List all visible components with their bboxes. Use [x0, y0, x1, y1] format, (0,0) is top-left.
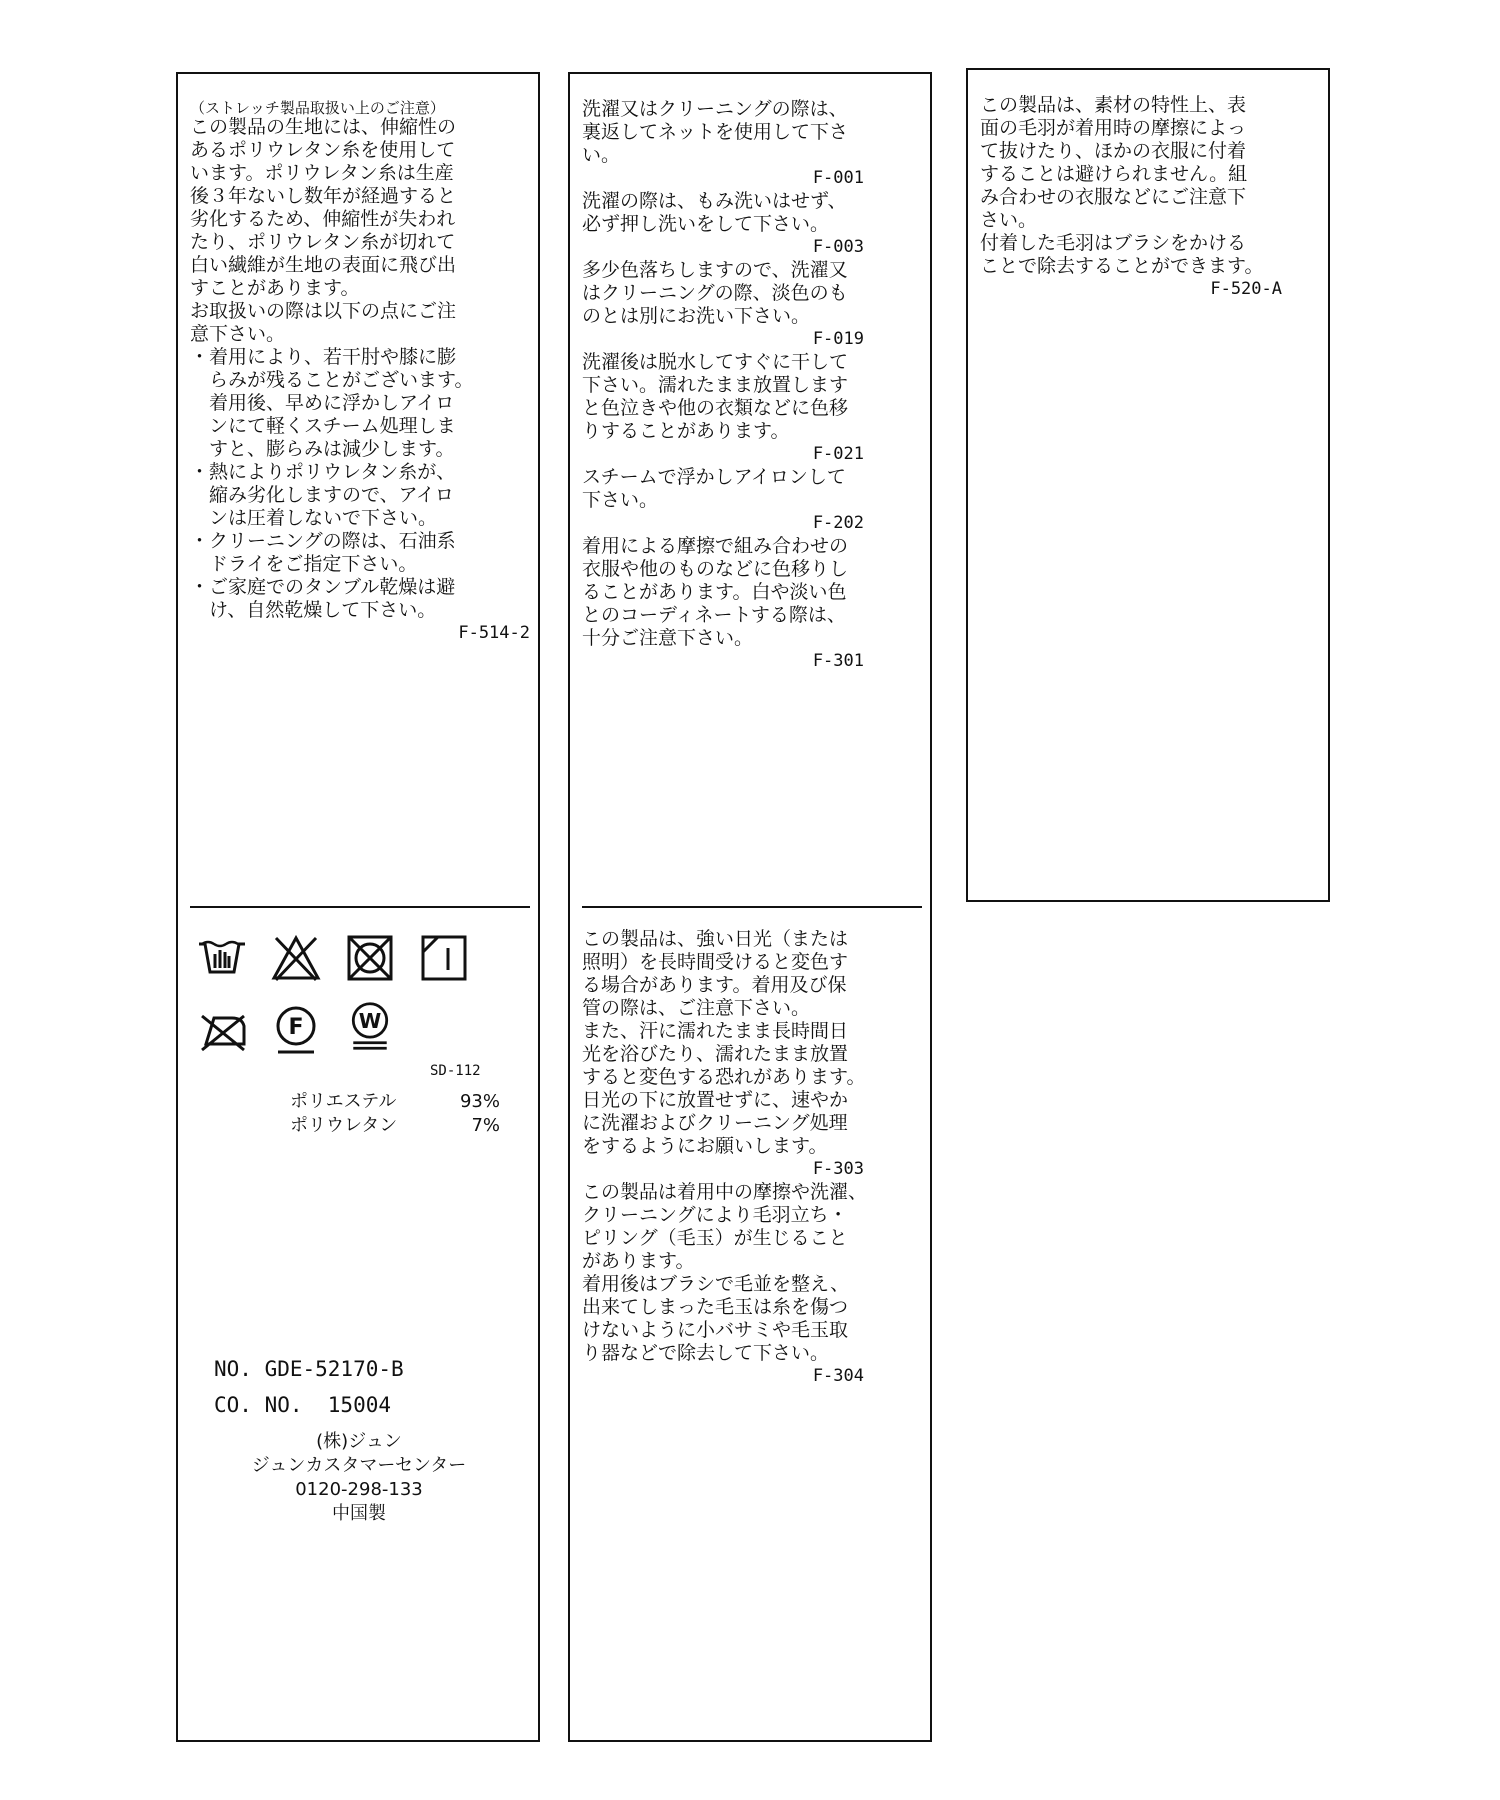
- text-line: ることがあります。白や淡い色: [582, 581, 847, 603]
- text-line: り器などで除去して下さい。: [582, 1342, 830, 1364]
- text-line: すと、膨らみは減少します。: [190, 438, 455, 460]
- text-line: お取扱いの際は以下の点にご注: [190, 300, 457, 322]
- care-instructions-top: [582, 98, 864, 673]
- wash-basin-hand-wash-icon: [196, 932, 248, 984]
- text-line: 着用による摩擦で組み合わせの: [582, 535, 849, 557]
- text-line: すると変色する恐れがあります。: [582, 1066, 866, 1088]
- care-code: F-303: [812, 1159, 864, 1179]
- stretch-notice-text: [190, 116, 530, 645]
- text-line: スチームで浮かしアイロンして: [582, 466, 846, 488]
- text-line: み合わせの衣服などにご注意下: [980, 186, 1247, 208]
- care-code: F-304: [812, 1366, 864, 1386]
- wet-clean-w-icon: [344, 1000, 396, 1052]
- text-line: とのコーディネートする際は、: [582, 604, 846, 626]
- no-iron-icon: [196, 1004, 248, 1056]
- text-line: 光を浴びたり、濡れたまま放置: [582, 1043, 849, 1065]
- text-line: 意下さい。: [190, 323, 286, 345]
- text-line: があります。: [582, 1250, 695, 1272]
- text-line: に洗濯およびクリーニング処理: [582, 1112, 848, 1134]
- text-line: ンは圧着しないで下さい。: [190, 507, 438, 529]
- composition-percent-2: 7%: [471, 1115, 500, 1136]
- text-line: 照明）を長時間受けると変色す: [582, 951, 849, 973]
- care-code: F-003: [812, 237, 864, 257]
- text-line: 着用後、早めに浮かしアイロ: [190, 392, 455, 414]
- dry-clean-f-icon: [270, 1004, 322, 1056]
- company-name: (株)ジュン: [316, 1431, 402, 1452]
- text-line: け、自然乾燥して下さい。: [190, 599, 437, 621]
- text-line: クリーニングにより毛羽立ち・: [582, 1204, 848, 1226]
- co-number: CO. NO. 15004: [214, 1393, 392, 1417]
- text-line: 面の毛羽が着用時の摩擦によっ: [980, 117, 1247, 139]
- text-line: この製品は着用中の摩擦や洗濯、: [582, 1181, 868, 1203]
- text-line: 着用後はブラシで毛並を整え、: [582, 1273, 850, 1295]
- no-bleach-icon: [270, 932, 322, 984]
- text-line: ・熱によりポリウレタン糸が、: [190, 461, 456, 483]
- text-line: 十分ご注意下さい。: [582, 627, 754, 649]
- text-line: さい。: [980, 209, 1038, 231]
- text-line: たり、ポリウレタン糸が切れて: [190, 231, 456, 253]
- text-line: 洗濯の際は、もみ洗いはせず、: [582, 190, 847, 212]
- text-line: はクリーニングの際、淡色のも: [582, 282, 848, 304]
- composition-material-1: ポリエステル: [290, 1091, 397, 1112]
- text-line: 日光の下に放置せずに、速やか: [582, 1089, 849, 1111]
- care-code: F-001: [812, 168, 864, 188]
- care-code: F-202: [812, 513, 864, 533]
- svg-text:F: F: [288, 1015, 304, 1040]
- text-line: 白い繊維が生地の表面に飛び出: [190, 254, 457, 276]
- composition-percent-1: 93%: [459, 1091, 500, 1112]
- text-line: また、汗に濡れたまま長時間日: [582, 1020, 849, 1042]
- care-label-right: [966, 68, 1330, 902]
- text-line: います。ポリウレタン糸は生産: [190, 162, 454, 184]
- text-line: をするようにお願いします。: [582, 1135, 828, 1157]
- text-line: この製品は、強い日光（または: [582, 928, 849, 950]
- text-line: 衣服や他のものなどに色移りし: [582, 558, 849, 580]
- text-line: 後３年ないし数年が経過すると: [190, 185, 457, 207]
- text-line: 洗濯又はクリーニングの際は、: [582, 98, 848, 120]
- text-line: 付着した毛羽はブラシをかける: [980, 232, 1247, 254]
- label-divider: [582, 906, 922, 908]
- text-line: 下さい。濡れたまま放置します: [582, 374, 849, 396]
- care-label-left: [176, 72, 540, 1742]
- text-line: 管の際は、ご注意下さい。: [582, 997, 811, 1019]
- text-line: 多少色落ちしますので、洗濯又: [582, 259, 848, 281]
- text-line: 下さい。: [582, 489, 659, 511]
- label-divider: [190, 906, 530, 908]
- text-line: すことがあります。: [190, 277, 360, 299]
- symbol-code: SD-112: [430, 1063, 481, 1079]
- care-code: F-301: [812, 651, 864, 671]
- text-line: らみが残ることがございます。: [190, 369, 474, 391]
- product-number: NO. GDE-52170-B: [214, 1357, 404, 1381]
- text-line: この製品の生地には、伸縮性の: [190, 116, 457, 138]
- care-code: F-514-2: [458, 623, 530, 643]
- text-line: ・着用により、若干肘や膝に膨: [190, 346, 457, 368]
- text-line: 縮み劣化しますので、アイロ: [190, 484, 454, 506]
- composition-material-2: ポリウレタン: [290, 1115, 398, 1136]
- text-line: することは避けられません。組: [980, 163, 1248, 185]
- customer-center: ジュンカスタマーセンター: [251, 1455, 467, 1476]
- fuzz-notice-text: [980, 94, 1282, 301]
- text-line: ことで除去することができます。: [980, 255, 1264, 277]
- svg-text:W: W: [358, 1008, 382, 1033]
- care-code: F-520-A: [1210, 279, 1282, 299]
- text-line: けないように小バサミや毛玉取: [582, 1319, 849, 1341]
- text-line: 劣化するため、伸縮性が失われ: [190, 208, 456, 230]
- text-line: りすることがあります。: [582, 420, 790, 442]
- care-label-middle: [568, 72, 932, 1742]
- country-of-origin: 中国製: [332, 1503, 386, 1524]
- text-line: ピリング（毛玉）が生じること: [582, 1227, 848, 1249]
- text-line: のとは別にお洗い下さい。: [582, 305, 811, 327]
- text-line: 必ず押し洗いをして下さい。: [582, 213, 830, 235]
- text-line: ドライをご指定下さい。: [190, 553, 418, 575]
- care-code: F-019: [812, 329, 864, 349]
- care-instructions-bottom: [582, 928, 868, 1388]
- care-code: F-021: [812, 444, 864, 464]
- no-tumble-dry-icon: [344, 932, 396, 984]
- text-line: て抜けたり、ほかの衣服に付着: [980, 140, 1247, 162]
- text-line: ・クリーニングの際は、石油系: [190, 530, 456, 552]
- text-line: 裏返してネットを使用して下さ: [582, 121, 849, 143]
- text-line: ンにて軽くスチーム処理しま: [190, 415, 456, 437]
- text-line: あるポリウレタン糸を使用して: [190, 139, 456, 161]
- text-line: と色泣きや他の衣類などに色移: [582, 397, 849, 419]
- phone-number: 0120-298-133: [295, 1479, 423, 1500]
- text-line: 出来てしまった毛玉は糸を傷つ: [582, 1296, 849, 1318]
- text-line: い。: [582, 144, 621, 166]
- text-line: 洗濯後は脱水してすぐに干して: [582, 351, 849, 373]
- text-line: この製品は、素材の特性上、表: [980, 94, 1247, 116]
- line-dry-icon: [418, 932, 470, 984]
- text-line: ・ご家庭でのタンブル乾燥は避: [190, 576, 456, 598]
- text-line: る場合があります。着用及び保: [582, 974, 847, 996]
- stretch-notice-heading: （ストレッチ製品取扱い上のご注意）: [190, 99, 445, 117]
